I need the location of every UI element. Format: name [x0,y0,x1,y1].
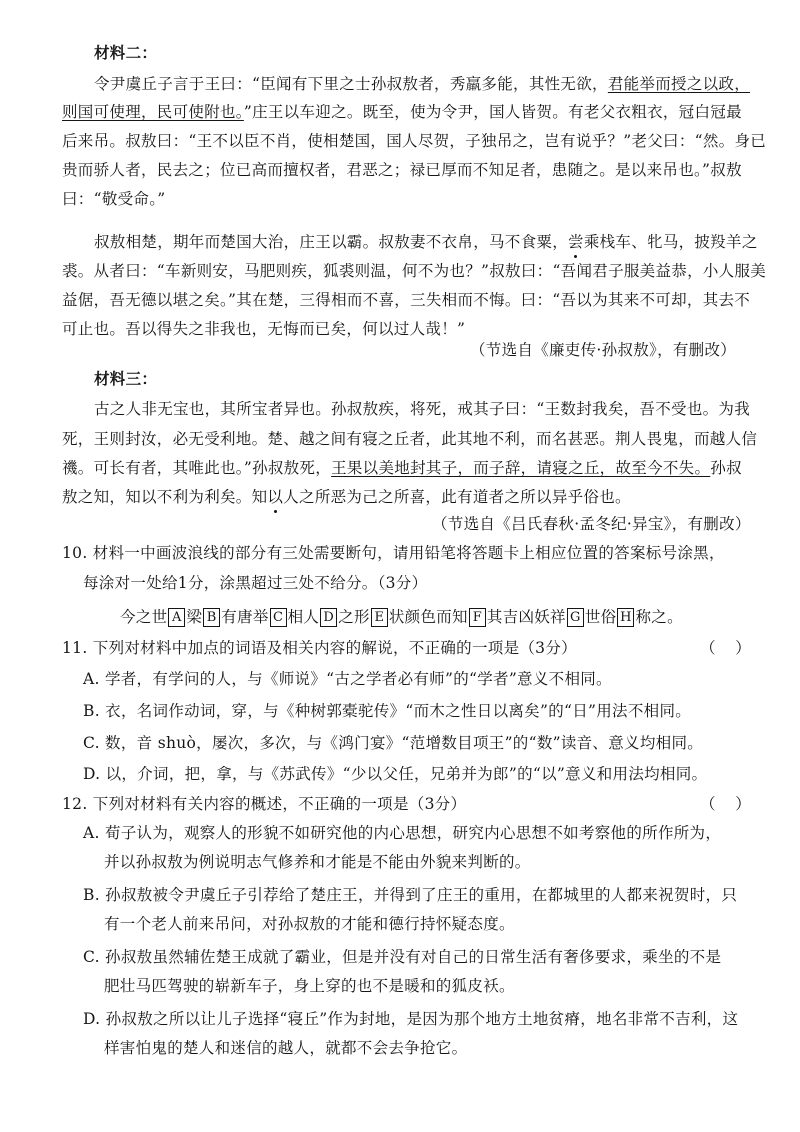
q10-segment: 之形 [338,608,370,626]
q12-option-c-cont: 肥壮马匹驾驶的崭新车子，身上穿的也不是暖和的狐皮袄。 [104,977,515,995]
m2-line-3: 后来吊。叔敖曰：“王不以臣不肖，使相楚国，国人尽贺，子独吊之，岂有说乎？”老父曰：“然。身已 [62,132,767,150]
m2-line-1-text: 令尹虞丘子言于王曰：“臣闻有下里之士孙叔敖者，秀羸多能，其性无欲， [94,75,608,93]
answer-box-a[interactable]: A [168,608,185,627]
answer-box-h[interactable]: H [617,608,634,627]
m2-line-1 [94,73,750,95]
dotted-word-chang: 尝 [568,233,584,251]
answer-box-e[interactable]: E [371,608,388,627]
q12-option-c[interactable]: C. 孙叔敖虽然辅佐楚王成就了霸业，但是并没有对自己的日常生活有奢侈要求，乘坐的不是 [83,948,722,966]
m3-line-3-text-c: 孙叔 [710,459,742,477]
dotted-word-yi: 以 [267,488,284,506]
q10-stem-line-1: 10. 材料一中画波浪线的部分有三处需要断句，请用铅笔将答题卡上相应位置的答案标号涂黑， [62,544,725,562]
m3-line-3-text-a: 禨。可长有者，其唯此也。”孙叔敖死， [62,459,332,477]
m2-line-2 [62,101,742,123]
m3-line-1: 古之人非无宝也，其所宝者异也。孙叔敖疾，将死，戒其子曰：“王数封我矣，吾不受也。为我 [94,400,751,418]
m3-line-4-text-a: 敖之知，知以不利为利矣。知 [62,488,268,506]
m3-line-4-text-c: 人之所恶为己之所喜，此有道者之所以异乎俗也。 [283,488,631,506]
q12-option-d[interactable]: D. 孙叔敖之所以让儿子选择“寝丘”作为封地，是因为那个地方土地贫瘠，地名非常不吉利，这 [83,1010,739,1028]
q12-answer-paren[interactable]: （ ） [700,795,751,813]
m3-line-2: 死，王则封汝，必无受利地。楚、越之间有寝之丘者，此其地不利，而名甚恶。荆人畏鬼，而越人信 [62,430,758,448]
answer-box-b[interactable]: B [203,608,220,627]
q10-segment: 其吉凶妖祥 [486,608,566,626]
answer-box-d[interactable]: D [320,608,337,627]
m2-line-9: 可止也。吾以得失之非我也，无悔而已矣，何以过人哉！” [62,320,466,338]
q10-segment: 称之。 [635,608,683,626]
m2-line-6-text-b: 乘栈车、牝马，披羖羊之 [583,233,758,251]
material-two-heading: 材料二： [94,43,158,62]
m2-underlined-text-2: 则国可使理，民可使附也。 [62,103,244,121]
m2-source: （节选自《廉吏传·孙叔敖》，有删改） [470,341,737,359]
m2-line-2-text: ”庄王以车迎之。既至，使为令尹，国人皆贺。有老父衣粗衣，冠白冠最 [243,103,742,121]
q10-segment: 状颜色而知 [388,608,468,626]
q12-option-a[interactable]: A. 荀子认为，观察人的形貌不如研究他的内心思想，研究内心思想不如考察他的所作所为， [83,824,722,842]
q11-option-b[interactable]: B. 衣，名词作动词，穿，与《种树郭橐驼传》“而木之性日以离矣”的“日”用法不相同。 [83,702,692,720]
m3-underlined-text: 王果以美地封其子，而子辞，请寝之丘，故至今不失。 [331,459,711,477]
m2-line-5: 曰：“敬受命。” [62,190,166,208]
m2-line-6 [94,231,758,253]
q10-segment: 梁 [186,608,203,626]
q12-option-b[interactable]: B. 孙叔敖被令尹虞丘子引荐给了楚庄王，并得到了庄王的重用，在都城里的人都来祝贺时，只 [83,886,738,904]
q12-option-b-cont: 有一个老人前来吊问，对孙叔敖的才能和德行持怀疑态度。 [104,915,515,933]
q12-option-d-cont: 样害怕鬼的楚人和迷信的越人，就都不会去争抢它。 [104,1039,468,1057]
q10-stem-line-2: 每涂对一处给1分，涂黑超过三处不给分。（3分） [83,574,428,592]
q11-option-c[interactable]: C. 数，音 shuò，屡次，多次，与《鸿门宴》“范增数目项王”的“数”读音、意义均相同。 [83,734,704,752]
q12-option-a-cont: 并以孙叔敖为例说明志气修养和才能是不能由外貌来判断的。 [104,853,531,871]
m3-line-4 [62,486,631,508]
q10-segment: 有唐举 [221,608,269,626]
answer-box-c[interactable]: C [270,608,287,627]
material-three-heading: 材料三： [94,369,158,388]
answer-box-g[interactable]: G [567,608,584,627]
q12-stem: 12. 下列对材料有关内容的概述，不正确的一项是（3分） [62,795,467,813]
m2-line-7: 裘。从者曰：“车新则安，马肥则疾，狐裘则温，何不为也？”叔敖曰：“吾闻君子服美益恭，小人服美 [62,262,767,280]
m2-line-6-text-a: 叔敖相楚，期年而楚国大治，庄王以霸。叔敖妻不衣帛，马不食粟， [94,233,569,251]
m2-underlined-text-1: 君能举而授之以政， [607,75,751,93]
q10-segment: 世俗 [584,608,617,626]
q10-segmented-sentence [120,606,683,628]
q10-segment: 今之世 [120,608,168,626]
q11-stem: 11. 下列对材料中加点的词语及相关内容的解说，不正确的一项是（3分） [62,639,577,657]
q11-option-d[interactable]: D. 以，介词，把，拿，与《苏武传》“少以父任，兄弟并为郎”的“以”意义和用法均相同。 [83,765,708,783]
q11-answer-paren[interactable]: （ ） [700,639,751,657]
q11-option-a[interactable]: A. 学者，有学问的人，与《师说》“古之学者必有师”的“学者”意义不相同。 [83,670,612,688]
answer-box-f[interactable]: F [469,608,486,627]
m3-line-3 [62,457,742,479]
m2-line-8: 益倨，吾无德以堪之矣。”其在楚，三得相而不喜，三失相而不悔。曰：“吾以为其来不可却，其去不 [62,291,751,309]
q10-segment: 相人 [287,608,320,626]
m3-source: （节选自《吕氏春秋·孟冬纪·异宝》，有删改） [432,515,751,533]
m2-line-4: 贵而骄人者，民去之；位已高而擅权者，君恶之；禄已厚而不知足者，患随之。是以来吊也。”叔敖 [62,161,742,179]
